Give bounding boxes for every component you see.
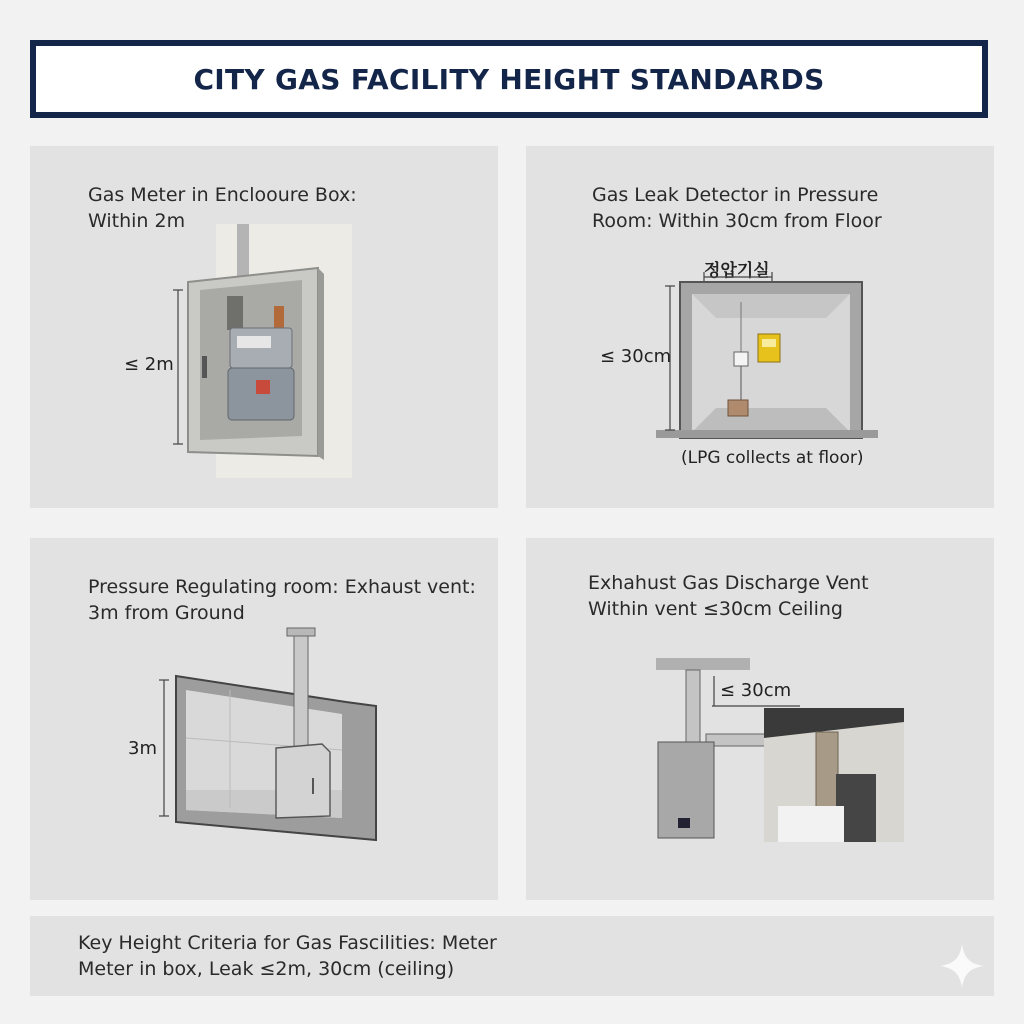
gas-meter-illustration bbox=[30, 146, 498, 508]
title-banner bbox=[30, 40, 988, 118]
exhaust-vent-illustration bbox=[526, 538, 994, 900]
panel-gas-meter bbox=[30, 146, 498, 508]
sparkle-icon bbox=[936, 940, 988, 992]
page-title: CITY GAS FACILITY HEIGHT STANDARDS bbox=[193, 62, 825, 96]
panel-exhaust-vent bbox=[526, 538, 994, 900]
pressure-room-label: 정압기실 bbox=[704, 261, 770, 281]
panel-leak-detector bbox=[526, 146, 994, 508]
lpg-note: (LPG collects at floor) bbox=[681, 448, 864, 468]
footer-text: Key Height Criteria for Gas Fascilities: Meter Meter in box, Leak ≤2m, 30cm (ceiling) bbox=[78, 932, 497, 980]
meter-caption: Gas Meter in Enclooure Box: Within 2m bbox=[88, 184, 357, 232]
leak-detector-dimension-label: ≤ 30cm bbox=[600, 346, 672, 367]
meter-dimension-label: ≤ 2m bbox=[124, 354, 174, 375]
exhaust-vent-dimension-label: ≤ 30cm bbox=[720, 680, 792, 701]
panel-regulating-room bbox=[30, 538, 498, 900]
footer-summary bbox=[30, 916, 994, 996]
regulating-room-illustration bbox=[30, 538, 498, 900]
regulating-room-caption: Pressure Regulating room: Exhaust vent: 3m from Ground bbox=[88, 576, 476, 624]
regulating-room-dimension-label: 3m bbox=[128, 738, 157, 759]
leak-detector-caption: Gas Leak Detector in Pressure Room: Within 30cm from Floor bbox=[592, 184, 882, 232]
pressure-room-illustration bbox=[526, 146, 994, 508]
exhaust-vent-caption: Exhahust Gas Discharge Vent Within vent ≤30cm Ceiling bbox=[588, 572, 869, 620]
